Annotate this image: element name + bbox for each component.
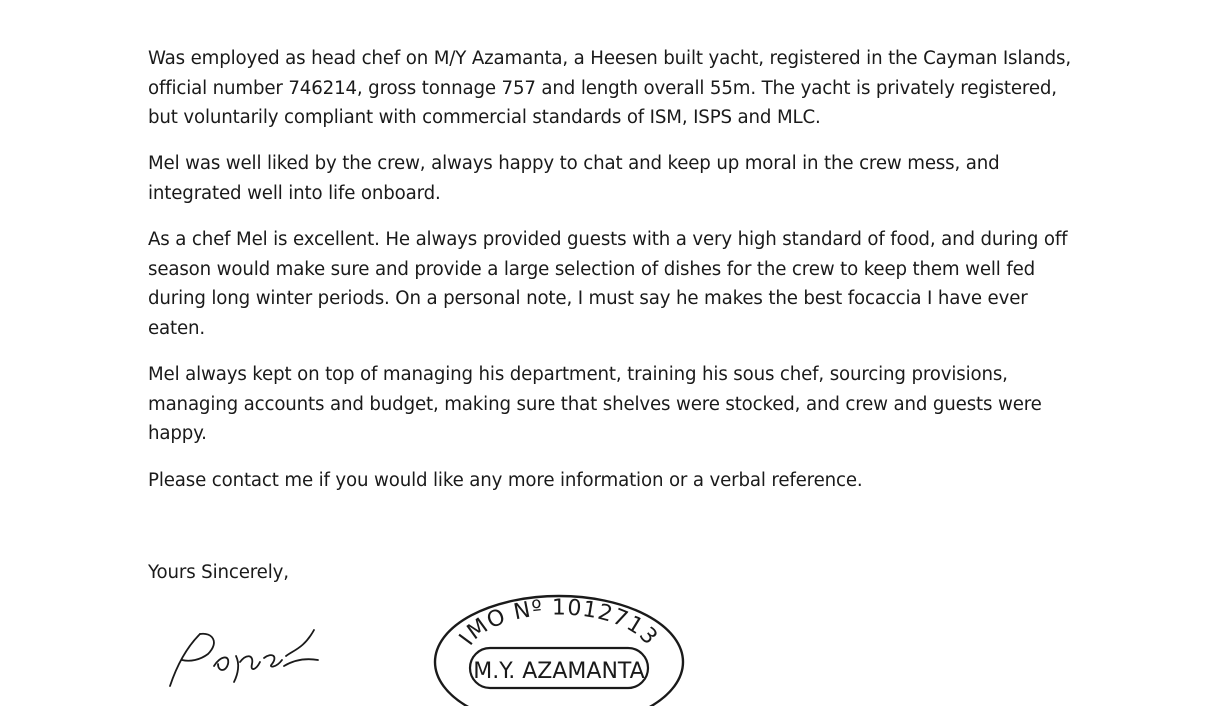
stamp-imo-number: IMO Nº 1012713 [454,595,663,651]
letter-body [148,44,1083,512]
vessel-stamp [428,586,690,706]
paragraph-chef-skills: As a chef Mel is excellent. He always provided guests with a very high standard of food, and during off season would make sure and provide a large selection of dishes for the crew to keep them well fed during long winter periods. On a personal note, I must say he makes the best focaccia I have ever eaten. [148,229,1068,339]
paragraph-employment: Was employed as head chef on M/Y Azamanta, a Heesen built yacht, registered in the Cayman Islands, official number 746214, gross tonnage 757 and length overall 55m. The yacht is privately registered, but voluntarily compliant with commercial standards of ISM, ISPS and MLC. [148,48,1071,129]
paragraph-crew-relations: Mel was well liked by the crew, always happy to chat and keep up moral in the crew mess, and integrated well into life onboard. [148,153,1000,204]
paragraph-management: Mel always kept on top of managing his department, training his sous chef, sourcing provisions, managing accounts and budget, making sure that shelves were stocked, and crew and guests were happy. [148,364,1042,445]
handwritten-signature [160,620,335,690]
closing-salutation: Yours Sincerely, [148,562,289,583]
stamp-vessel-name: M.Y. AZAMANTA [473,659,645,684]
paragraph-contact: Please contact me if you would like any more information or a verbal reference. [148,469,863,491]
